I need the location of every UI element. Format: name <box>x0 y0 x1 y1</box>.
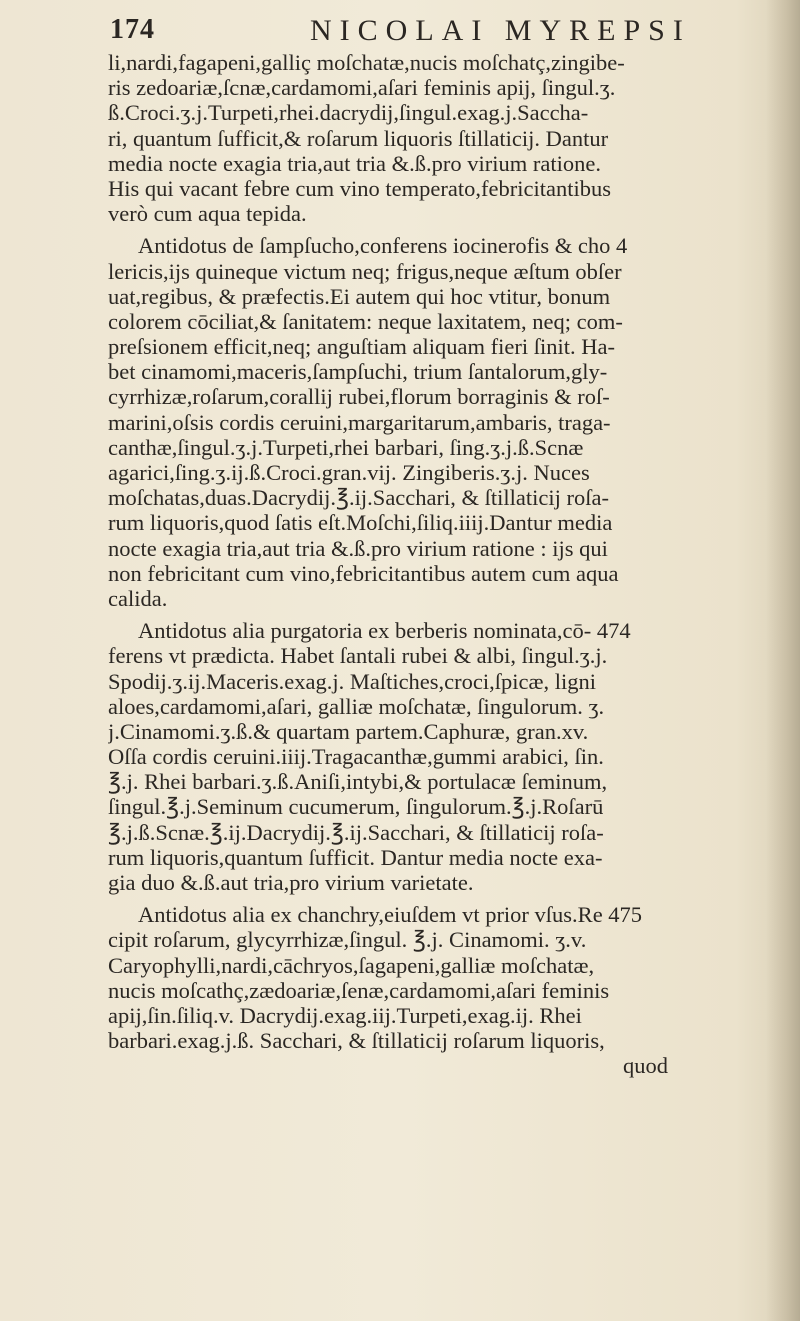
text-line: Antidotus alia purgatoria ex berberis nominata,cō- 474 <box>138 618 631 644</box>
text-line: agarici,ſing.ʒ.ij.ß.Croci.gran.vij. Zingiberis.ʒ.j. Nuces <box>108 460 590 485</box>
text-line: ferens vt prædicta. Habet ſantali rubei & albi, ſingul.ʒ.j. <box>108 643 608 669</box>
text-line: nucis moſcathç,zædoariæ,ſenæ,cardamomi,aſari feminis <box>108 977 610 1003</box>
text-line: aloes,cardamomi,aſari, galliæ moſchatæ, ſingulorum. ʒ. <box>108 693 605 719</box>
text-line: gia duo &.ß.aut tria,pro virium varietate. <box>108 870 474 895</box>
paragraph-antidotus-berberis <box>108 618 738 895</box>
text-line: barbari.exag.j.ß. Sacchari, & ſtillaticij roſarum liquoris, <box>108 1028 605 1054</box>
text-line: uat,regibus, & præfectis.Ei autem qui hoc vtitur, bonum <box>108 283 611 309</box>
text-line: rum liquoris,quantum ſufficit. Dantur media nocte exa- <box>108 844 603 870</box>
page-header <box>110 14 710 54</box>
text-line: His qui vacant febre cum vino temperato,febricitantibus <box>108 175 611 201</box>
text-line: ri, quantum ſufficit,& roſarum liquoris ſtillaticij. Dantur <box>108 125 609 151</box>
paragraph-antidotus-chanchry <box>108 902 738 1078</box>
paragraph-continuation <box>108 50 738 226</box>
text-line: bet cinamomi,maceris,ſampſuchi, trium ſantalorum,gly- <box>108 359 608 385</box>
text-line: moſchatas,duas.Dacrydij.℥.ij.Sacchari, & ſtillaticij roſa- <box>108 485 609 511</box>
text-line: li,nardi,fagapeni,galliç moſchatæ,nucis moſchatç,zingibe- <box>108 50 625 75</box>
text-line: ris zedoariæ,ſcnæ,cardamomi,aſari feminis apij, ſingul.ʒ. <box>108 75 616 101</box>
text-line: ſingul.℥.j.Seminum cucumerum, ſingulorum.℥.j.Roſarū <box>108 794 604 820</box>
text-line: lericis,ijs quineque victum neq; frigus,neque æſtum obſer <box>108 258 622 284</box>
text-line: non febricitant cum vino,febricitantibus autem cum aqua <box>108 560 619 586</box>
text-line: colorem cōciliat,& ſanitatem: neque laxitatem, neq; com- <box>108 308 623 334</box>
running-head: NICOLAI MYREPSI <box>310 14 691 47</box>
text-line: Spodij.ʒ.ij.Maceris.exag.j. Maſtiches,croci,ſpicæ, ligni <box>108 668 597 694</box>
text-line: canthæ,ſingul.ʒ.j.Turpeti,rhei barbari, ſing.ʒ.j.ß.Scnæ <box>108 434 584 460</box>
text-line: verò cum aqua tepida. <box>108 201 307 227</box>
text-line: Oſſa cordis ceruini.iiij.Tragacanthæ,gummi arabici, ſin. <box>108 744 604 770</box>
text-line: marini,oſsis cordis ceruini,margaritarum,ambaris, traga- <box>108 409 611 435</box>
body-text <box>108 50 738 1079</box>
text-line: j.Cinamomi.ʒ.ß.& quartam partem.Caphuræ, gran.xv. <box>108 718 589 744</box>
text-line: apij,ſin.ſiliq.v. Dacrydij.exag.iij.Turpeti,exag.ij. Rhei <box>108 1002 582 1028</box>
text-line: cyrrhizæ,roſarum,corallij rubei,florum borraginis & roſ- <box>108 384 610 410</box>
text-line: rum liquoris,quod ſatis eſt.Moſchi,ſiliq.iiij.Dantur media <box>108 510 613 536</box>
text-line: Antidotus de ſampſucho,conferens iocinerofis & cho 4 <box>138 233 628 259</box>
text-line: cipit roſarum, glycyrrhizæ,ſingul. ℥.j. Cinamomi. ʒ.v. <box>108 927 587 953</box>
text-line: ℥.j. Rhei barbari.ʒ.ß.Aniſi,intybi,& portulacæ ſeminum, <box>108 769 608 795</box>
text-line: Caryophylli,nardi,cāchryos,ſagapeni,galliæ moſchatæ, <box>108 952 595 978</box>
text-line: calida. <box>108 585 168 611</box>
text-line: nocte exagia tria,aut tria &.ß.pro virium ratione : ijs qui <box>108 535 608 561</box>
catchword: quod <box>623 1053 668 1079</box>
text-line: preſsionem efficit,neq; anguſtiam aliquam fieri ſinit. Ha- <box>108 334 615 360</box>
page-number: 174 <box>110 14 155 45</box>
paragraph-antidotus-sampsucho <box>108 233 738 611</box>
text-line: Antidotus alia ex chanchry,eiuſdem vt prior vſus.Re 475 <box>138 902 643 928</box>
page-gutter-shadow <box>766 0 800 1321</box>
text-line: ℥.j.ß.Scnæ.℥.ij.Dacrydij.℥.ij.Sacchari, & ſtillaticij roſa- <box>108 819 604 845</box>
text-line: media nocte exagia tria,aut tria &.ß.pro virium ratione. <box>108 150 601 176</box>
text-line: ß.Croci.ʒ.j.Turpeti,rhei.dacrydij,ſingul.exag.j.Saccha- <box>108 100 589 126</box>
